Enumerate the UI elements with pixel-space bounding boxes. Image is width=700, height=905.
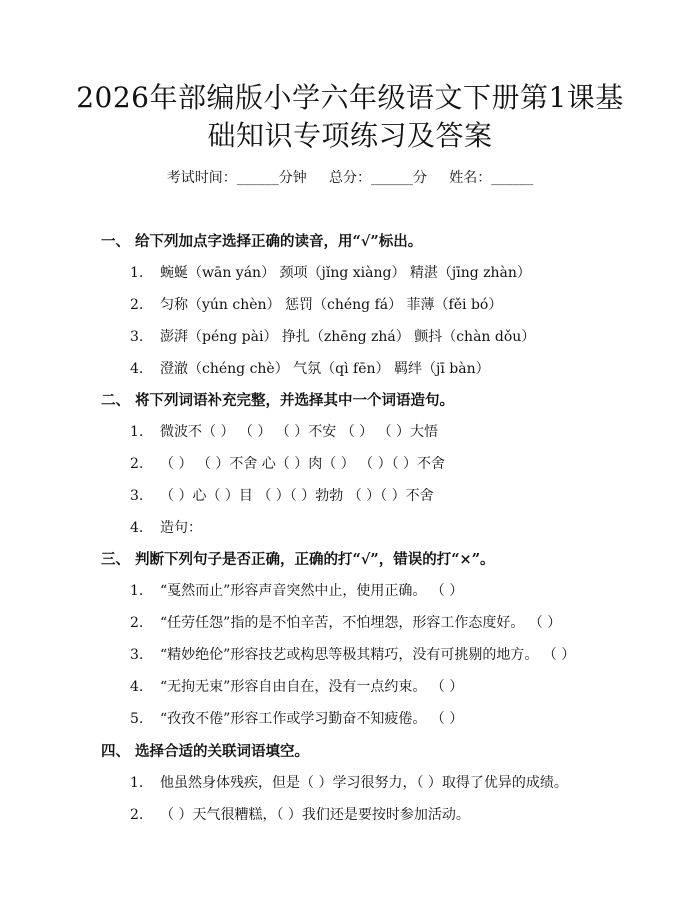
item-number: 5. [130, 711, 144, 727]
section-number: 四、 [101, 743, 130, 760]
item-text: “精妙绝伦”形容技艺或构思等极其精巧，没有可挑剔的地方。 （ ） [160, 647, 576, 663]
section-title: 给下列加点字选择正确的读音，用“√”标出。 [135, 233, 423, 250]
list-item [130, 676, 463, 696]
list-item [130, 485, 434, 505]
section-number: 一、 [101, 233, 130, 250]
item-text: （ ）心（ ）目 （ ）（ ）勃勃 （ ）（ ）不舍 [160, 488, 434, 504]
item-text: （ ）天气很糟糕，（ ）我们还是要按时参加活动。 [160, 807, 470, 823]
item-number: 2. [130, 807, 144, 823]
item-number: 4. [130, 520, 144, 536]
page-title-line-2: 础知识专项练习及答案 [207, 119, 493, 152]
item-number: 2. [130, 615, 144, 631]
item-number: 4. [130, 361, 144, 377]
item-number: 1. [130, 424, 144, 440]
list-item [130, 708, 463, 728]
item-text: “任劳任怨”指的是不怕辛苦，不怕埋怨，形容工作态度好。 （ ） [160, 615, 562, 631]
section-heading [101, 230, 422, 251]
list-item [130, 804, 470, 824]
item-text: 匀称（yún chèn） 惩罚（chéng fá） 菲薄（fěi bó） [160, 297, 503, 313]
item-text: 造句： [160, 520, 202, 536]
item-number: 1. [130, 583, 144, 599]
list-item [130, 294, 502, 314]
item-number: 2. [130, 456, 144, 472]
section-number: 三、 [101, 551, 130, 568]
section-title: 将下列词语补充完整，并选择其中一个词语造句。 [135, 392, 454, 409]
section-heading [101, 548, 495, 569]
item-number: 3. [130, 647, 144, 663]
item-number: 2. [130, 297, 144, 313]
item-text: 澎湃（péng pài） 挣扎（zhēng zhá） 颤抖（chàn dǒu） [160, 329, 536, 345]
item-number: 1. [130, 775, 144, 791]
exam-info: 考试时间：______分钟 总分：______分 姓名：______ [166, 170, 534, 186]
section-heading [101, 740, 309, 761]
item-text: “无拘无束”形容自由自在，没有一点约束。 （ ） [160, 679, 464, 695]
list-item [130, 358, 490, 378]
item-text: 他虽然身体残疾，但是（ ）学习很努力，（ ）取得了优异的成绩。 [160, 775, 568, 791]
item-number: 3. [130, 488, 144, 504]
item-text: 蜿蜒（wān yán） 颈项（jǐng xiàng） 精湛（jīng zhàn） [160, 265, 531, 281]
item-text: “戛然而止”形容声音突然中止，使用正确。 （ ） [160, 583, 464, 599]
list-item [130, 421, 438, 441]
item-number: 3. [130, 329, 144, 345]
section-title: 选择合适的关联词语填空。 [135, 743, 309, 760]
list-item [130, 644, 575, 664]
list-item [130, 772, 568, 792]
list-item [130, 612, 561, 632]
list-item [130, 453, 445, 473]
page-title-line-1: 2026年部编版小学六年级语文下册第1课基 [76, 81, 624, 114]
item-text: 微波不（ ） （ ） （ ）不安 （ ） （ ）大悟 [160, 424, 439, 440]
item-number: 1. [130, 265, 144, 281]
item-number: 4. [130, 679, 144, 695]
list-item [130, 326, 535, 346]
section-number: 二、 [101, 392, 130, 409]
section-title: 判断下列句子是否正确，正确的打“√”，错误的打“×”。 [135, 551, 495, 568]
list-item [130, 580, 463, 600]
section-heading [101, 389, 454, 410]
item-text: 澄澈（chéng chè） 气氛（qì fēn） 羁绊（jī bàn） [160, 361, 490, 377]
item-text: “孜孜不倦”形容工作或学习勤奋不知疲倦。 （ ） [160, 711, 464, 727]
list-item [130, 262, 531, 282]
item-text: （ ） （ ）不舍 心（ ）肉（ ） （ ）（ ）不舍 [160, 456, 446, 472]
list-item [130, 517, 202, 537]
